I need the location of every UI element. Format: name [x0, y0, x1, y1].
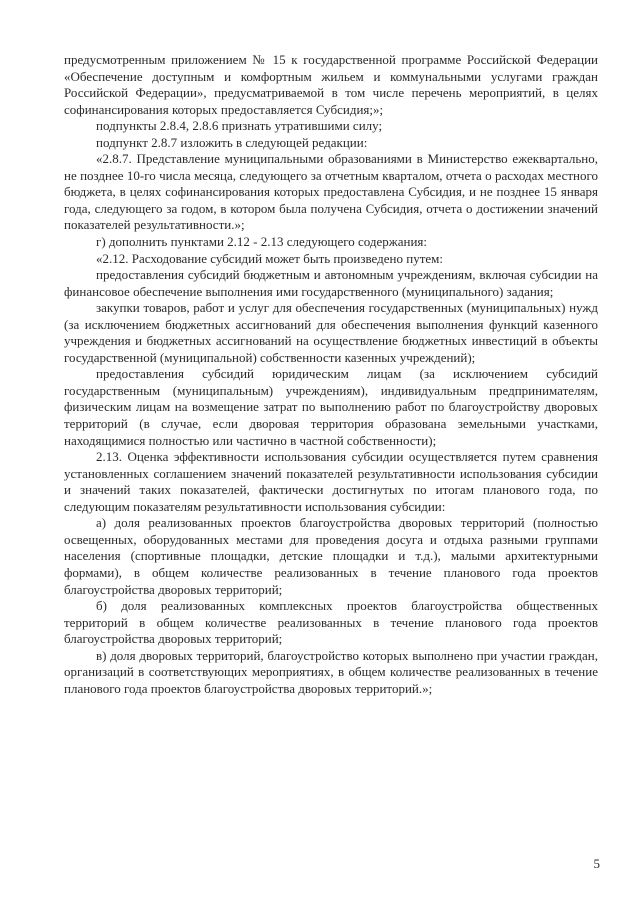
paragraph-4: «2.8.7. Представление муниципальными образованиями в Министерство ежеквартально, не позднее 10-го числа месяца, следующего за отчетным кварталом, отчета о расходах местного бюджета, в целях софинансирования которых предоставлена Субсидия, и не позднее 15 января года, следующего за годом, в котором была получена Субсидия, отчета о достижении значений показателей результативности.»; — [64, 151, 598, 233]
paragraph-10: 2.13. Оценка эффективности использования субсидии осуществляется путем сравнения установленных соглашением значений показателей результативности использования субсидии и значений таких показателей, фактически достигнутых по итогам планового года, по следующим показателям результативности использования субсидии: — [64, 449, 598, 514]
paragraph-6: «2.12. Расходование субсидий может быть произведено путем: — [96, 250, 443, 266]
paragraph-7: предоставления субсидий бюджетным и автономным учреждениям, включая субсидии на финансовое обеспечение выполнения ими государственного (муниципального) задания; — [64, 267, 598, 299]
paragraph-1: предусмотренным приложением № 15 к государственной программе Российской Федерации «Обеспечение доступным и комфортным жильем и коммунальными услугами граждан Российской Федерации», предусматриваемой в том числе перечень мероприятий, в целях софинансирования которых предоставляется Субсидия;»; — [64, 52, 598, 117]
paragraph-12: б) доля реализованных комплексных проектов благоустройства общественных территорий в общем количестве реализованных в течение планового года проектов благоустройства дворовых территорий; — [64, 598, 598, 647]
paragraph-2: подпункты 2.8.4, 2.8.6 признать утратившими силу; — [96, 118, 383, 134]
paragraph-8: закупки товаров, работ и услуг для обеспечения государственных (муниципальных) нужд (за исключением бюджетных ассигнований для обеспечения выполнения функций казенного учреждения и бюджетных ассигнований на осуществление бюджетных инвестиций в объекты государственной (муниципальной) собственности казенных учреждений); — [64, 300, 598, 365]
paragraph-13: в) доля дворовых территорий, благоустройство которых выполнено при участии граждан, организаций в соответствующих мероприятиях, в общем количестве реализованных в течение планового года проектов благоустройства дворовых территорий.»; — [64, 647, 598, 696]
paragraph-11: а) доля реализованных проектов благоустройства дворовых территорий (полностью освещенных, оборудованных местами для проведения досуга и отдыха разными группами населения (спортивные площадки, детские площадки и т.д.), малыми архитектурными формами), в общем количестве реализованных в течение планового года проектов благоустройства дворовых территорий; — [64, 515, 598, 597]
document-body — [64, 52, 598, 697]
paragraph-3: подпункт 2.8.7 изложить в следующей редакции: — [96, 134, 368, 150]
page-number: 5 — [593, 856, 600, 871]
paragraph-5: г) дополнить пунктами 2.12 - 2.13 следующего содержания: — [96, 234, 428, 250]
paragraph-9: предоставления субсидий юридическим лицам (за исключением субсидий государственным (муниципальным) учреждениям), индивидуальным предпринимателям, физическим лицам на возмещение затрат по выполнению работ по благоустройству дворовых территорий (в случае, если дворовая территория образована земельными участками, находящимися полностью или частично в частной собственности); — [64, 366, 598, 448]
